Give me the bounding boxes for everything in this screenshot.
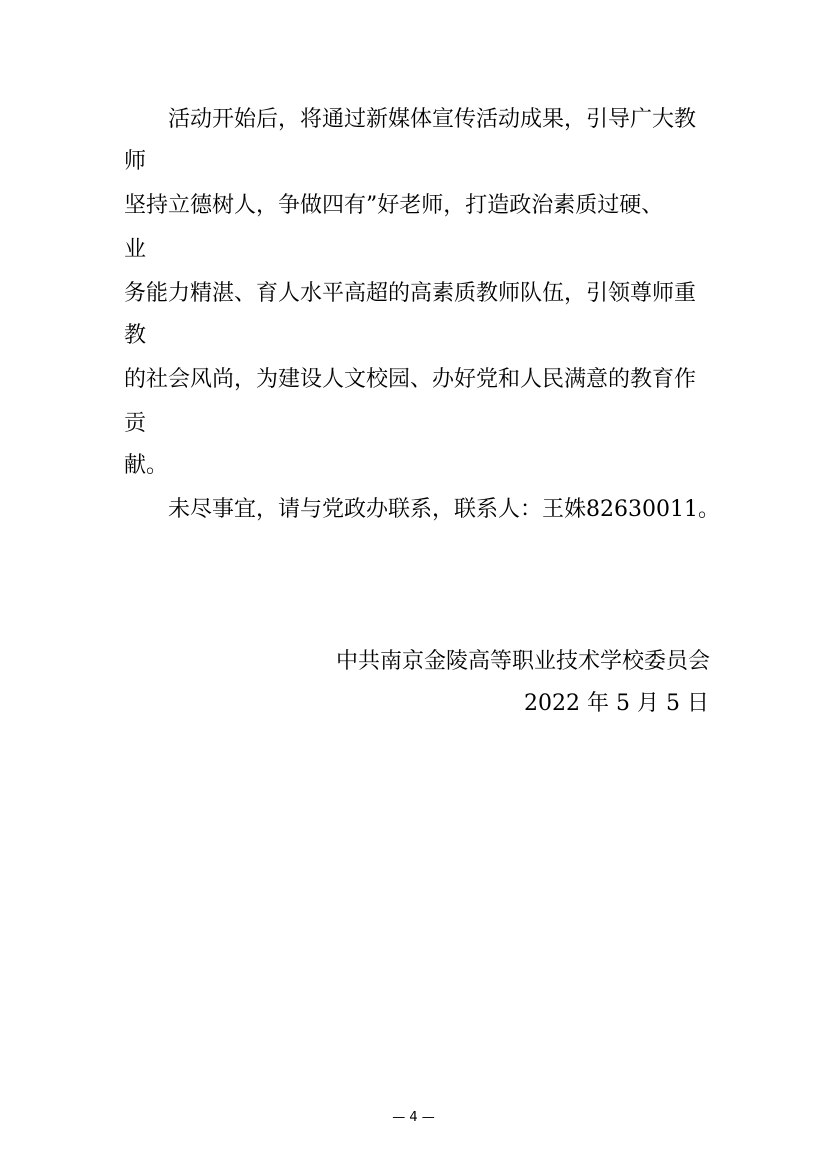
paragraph-line: 的社会风尚，为建设人文校园、办好党和人民满意的教育作 xyxy=(124,367,697,392)
paragraph-line: 教 xyxy=(124,323,147,348)
paragraph-line: 活动开始后，将通过新媒体宣传活动成果，引导广大教 xyxy=(168,107,697,132)
paragraph-line: 师 xyxy=(124,149,147,174)
paragraph-line: 业 xyxy=(124,237,147,262)
signature-date: 2022 年 5 月 5 日 xyxy=(524,691,709,716)
signature-organization: 中共南京金陵高等职业技术学校委员会 xyxy=(336,649,711,674)
paragraph-line: 坚持立德树人，争做四有”好老师，打造政治素质过硬、 xyxy=(124,193,664,218)
contact-paragraph: 未尽事宜，请与党政办联系，联系人：王姝82630011。 xyxy=(168,497,720,522)
paragraph-line: 务能力精湛、育人水平高超的高素质教师队伍，引领尊师重 xyxy=(124,281,697,306)
paragraph-line: 献。 xyxy=(124,453,169,478)
paragraph-line: 贡 xyxy=(124,411,147,436)
page-number: — 4 — xyxy=(392,1110,435,1125)
